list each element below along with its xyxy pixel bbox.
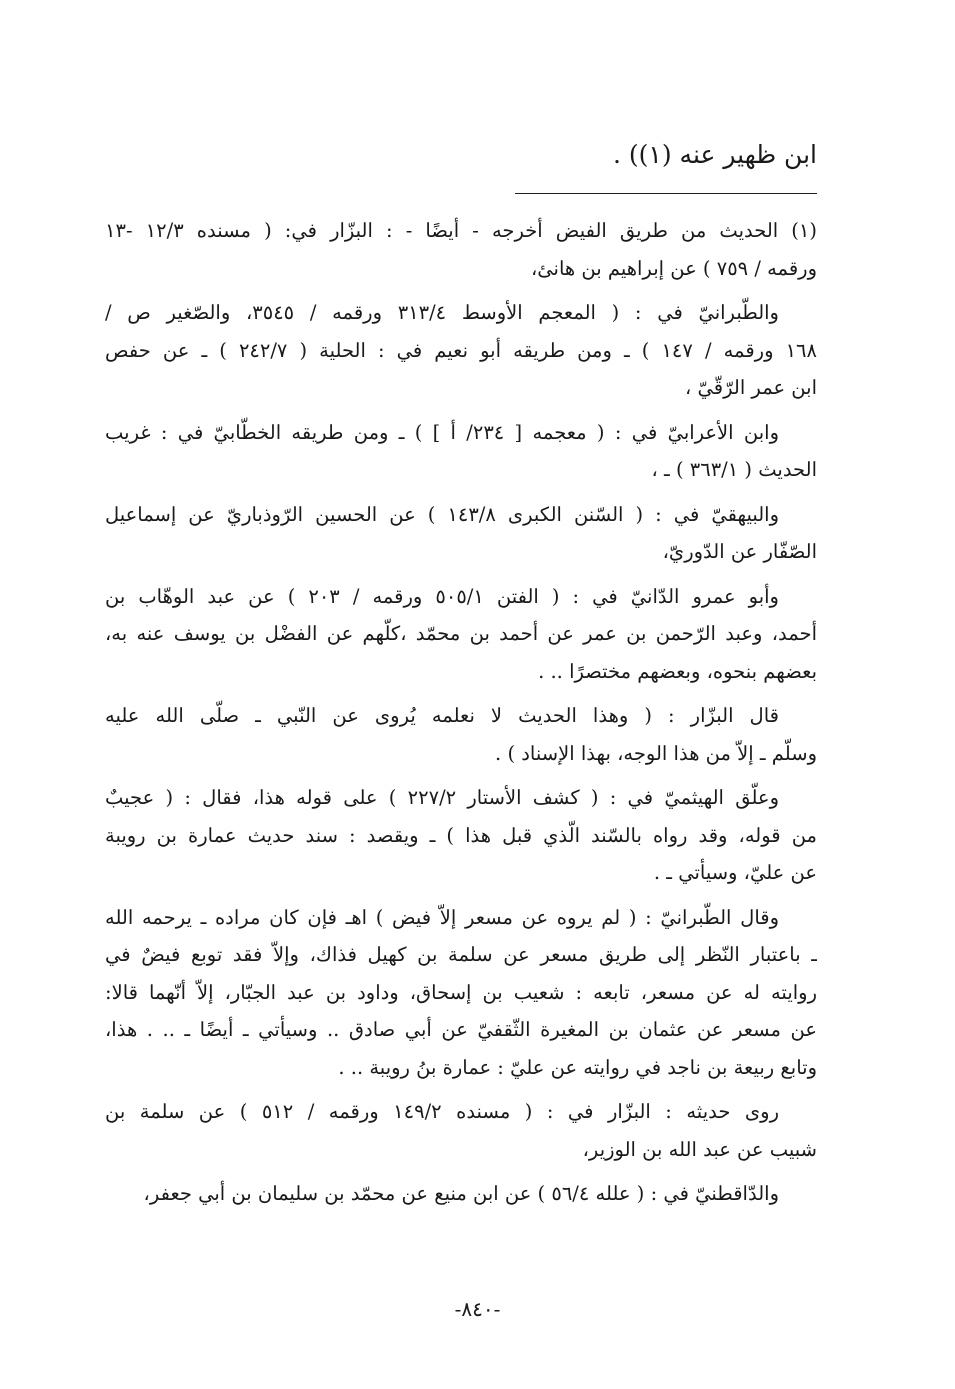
footnote-line: ـ باعتبار النّظر إلى طريق مسعر عن سلمة بن كهيل فذاك، وإلاّ فقد توبع فيضٌ في (105, 943, 817, 966)
footnote-line: ابن عمر الرّقّيّ ، (685, 376, 817, 399)
footnote-line: شبيب عن عبد الله بن الوزير، (582, 1137, 817, 1161)
footnote-line: عن مسعر عن عثمان بن المغيرة الثّقفيّ عن أبي صادق .. وسيأتي ـ أيضًا ـ .. . هذا، (105, 1018, 817, 1041)
footnote-line: وسلّم ـ إلاّ من هذا الوجه، بهذا الإسناد ) . (495, 741, 817, 765)
footnote-line: والبيهقيّ في : ( السّنن الكبرى ١٤٣/٨ ) عن الحسين الرّوذباريّ عن إسماعيل (105, 502, 779, 526)
footnote-line: روى حديثه : البزّار في : ( مسنده ١٤٩/٢ ورقمه / ٥١٢ ) عن سلمة بن (105, 1100, 779, 1123)
footnotes (105, 212, 817, 1213)
paragraph-gap (105, 690, 817, 697)
footnote-line: ورقمه / ٧٥٩ ) عن إبراهيم بن هانئ، (531, 256, 817, 280)
paragraph-gap (105, 772, 817, 779)
paragraph-gap (105, 1086, 817, 1093)
footnote-line: أحمد، وعبد الرّحمن بن عمر عن أحمد بن محمّد ،كلّهم عن الفضْل بن يوسف عنه به، (105, 622, 817, 645)
paragraph-gap (105, 892, 817, 899)
paragraph-gap (105, 407, 817, 414)
footnote-line: بعضهم بنحوه، وبعضهم مختصرًا .. . (538, 659, 817, 683)
footnote-line: (١) الحديث من طريق الفيض أخرجه - أيضًا - : البزّار في: ( مسنده ١٢/٣ -١٣ (105, 219, 817, 242)
footnote-line: وقال الطّبرانيّ : ( لم يروه عن مسعر إلاّ فيض ) اهـ فإن كان مراده ـ يرحمه الله (105, 905, 779, 929)
page-number: -٨٤٠- (454, 1297, 501, 1321)
paragraph-gap (105, 287, 817, 294)
footnote-divider (515, 193, 817, 194)
paragraph-gap (105, 571, 817, 578)
footnote-line: وابن الأعرابيّ في : ( معجمه [ ٢٣٤/ أ ] ) ـ ومن طريقه الخطّابيّ في : غريب (105, 420, 779, 444)
footnote-line: والدّاقطنيّ في : ( علله ٥٦/٤ ) عن ابن منيع عن محمّد بن سليمان بن أبي جعفر، (143, 1182, 779, 1205)
footnote-line: وأبو عمرو الدّانيّ في : ( الفتن ٥٠٥/١ ورقمه / ٢٠٣ ) عن عبد الوهّاب بن (105, 584, 779, 608)
footnote-line: ١٦٨ ورقمه / ١٤٧ ) ـ ومن طريقه أبو نعيم في : الحلية ( ٢٤٢/٧ ) ـ عن حفص (105, 338, 817, 362)
footnote-line: قال البزّار : ( وهذا الحديث لا نعلمه يُروى عن النّبي ـ صلّى الله عليه (105, 704, 779, 727)
paragraph-gap (105, 1168, 817, 1175)
footnote-line: روايته له عن مسعر، تابعه : شعيب بن إسحاق، وداود بن عبد الجبّار، إلاّ أنّهما قالا: (105, 980, 817, 1004)
footnote-line: الصّفّار عن الدّوريّ، (662, 540, 817, 563)
footnote-line: وتابع ربيعة بن ناجد في روايته عن عليّ : عمارة بنُ رويبة .. . (338, 1055, 817, 1079)
paragraph-gap (105, 489, 817, 496)
footnote-line: والطّبرانيّ في : ( المعجم الأوسط ٣١٣/٤ ورقمه / ٣٥٤٥، والصّغير ص / (105, 301, 779, 324)
footnote-line: عن عليّ، وسيأتي ـ . (653, 861, 817, 884)
footnote-line: من قوله، وقد رواه بالسّند الّذي قبل هذا ) ـ ويقصد : سند حديث عمارة بن رويبة (105, 823, 817, 847)
footnote-line: الحديث ( ٣٦٣/١ ) ـ ، (651, 458, 817, 481)
main-text-line: ابن ظهير عنه (١)) . (613, 140, 817, 169)
footnote-line: وعلّق الهيثميّ في : ( كشف الأستار ٢٢٧/٢ ) على قوله هذا، فقال : ( عجيبٌ (105, 786, 779, 809)
